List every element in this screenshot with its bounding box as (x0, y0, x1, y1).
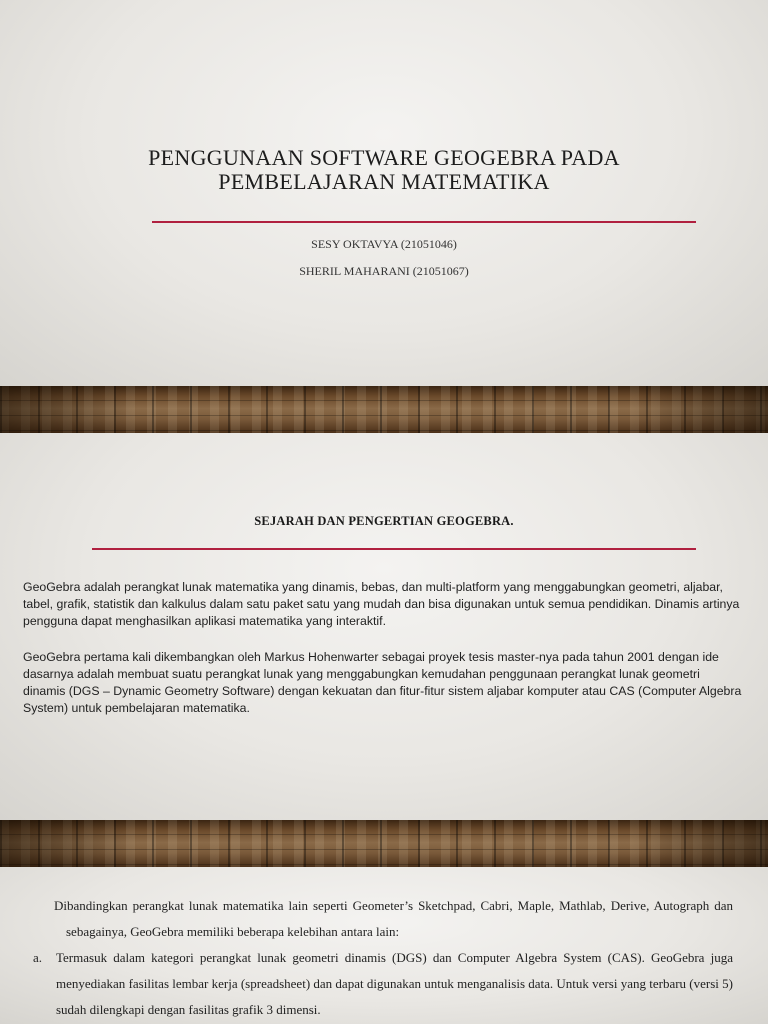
paragraph-history: GeoGebra pertama kali dikembangkan oleh Markus Hohenwarter sebagai proyek tesis master-nya pada tahun 2001 dengan ide dasarnya adalah membuat suatu perangkat lunak yang menggabungkan kemudahan penggunaan perangkat lunak geometri dinamis (DGS – Dynamic Geometry Software) dengan kekuatan dan fitur-fitur sistem aljabar komputer atau CAS (Computer Algebra System) untuk pembelajaran matematika. (23, 650, 742, 715)
section-divider (92, 548, 696, 550)
author-2: SHERIL MAHARANI (21051067) (299, 264, 469, 278)
author-1: SESY OKTAVYA (21051046) (311, 237, 457, 251)
list-marker-a: a. (33, 950, 43, 965)
paragraph-intro: Dibandingkan perangkat lunak matematika lain seperti Geometer’s Sketchpad, Cabri, Maple, Mathlab, Derive, Autograph dan sebagainya, GeoGebra memiliki beberapa kelebihan antara lain: (54, 898, 733, 939)
slide-title-heading (100, 146, 668, 194)
title-line-2: PEMBELAJARAN MATEMATIKA (218, 169, 550, 194)
slide-kelebihan (0, 867, 768, 1024)
list-item-a: Termasuk dalam kategori perangkat lunak geometri dinamis (DGS) dan Computer Algebra System (CAS). GeoGebra juga menyediakan fasilitas lembar kerja (spreadsheet) dan dapat digunakan untuk menganalisis data. Untuk versi yang terbaru (versi 5) sudah dilengkapi dengan fasilitas grafik 3 dimensi. (56, 950, 733, 1017)
wood-floor-divider (0, 820, 768, 867)
wood-floor-divider (0, 386, 768, 433)
title-line-1: PENGGUNAAN SOFTWARE GEOGEBRA PADA (148, 145, 620, 170)
paragraph-definition: GeoGebra adalah perangkat lunak matematika yang dinamis, bebas, dan multi-platform yang menggabungkan geometri, aljabar, tabel, grafik, statistik dan kalkulus dalam satu paket satu yang mudah dan bisa digunakan untuk semua pendidikan. Dinamis artinya pengguna dapat menghasilkan aplikasi matematika yang interaktif. (23, 580, 740, 628)
section-title: SEJARAH DAN PENGERTIAN GEOGEBRA. (254, 514, 514, 528)
slide-title (0, 0, 768, 386)
title-divider (152, 221, 696, 223)
slide-sejarah (0, 433, 768, 820)
